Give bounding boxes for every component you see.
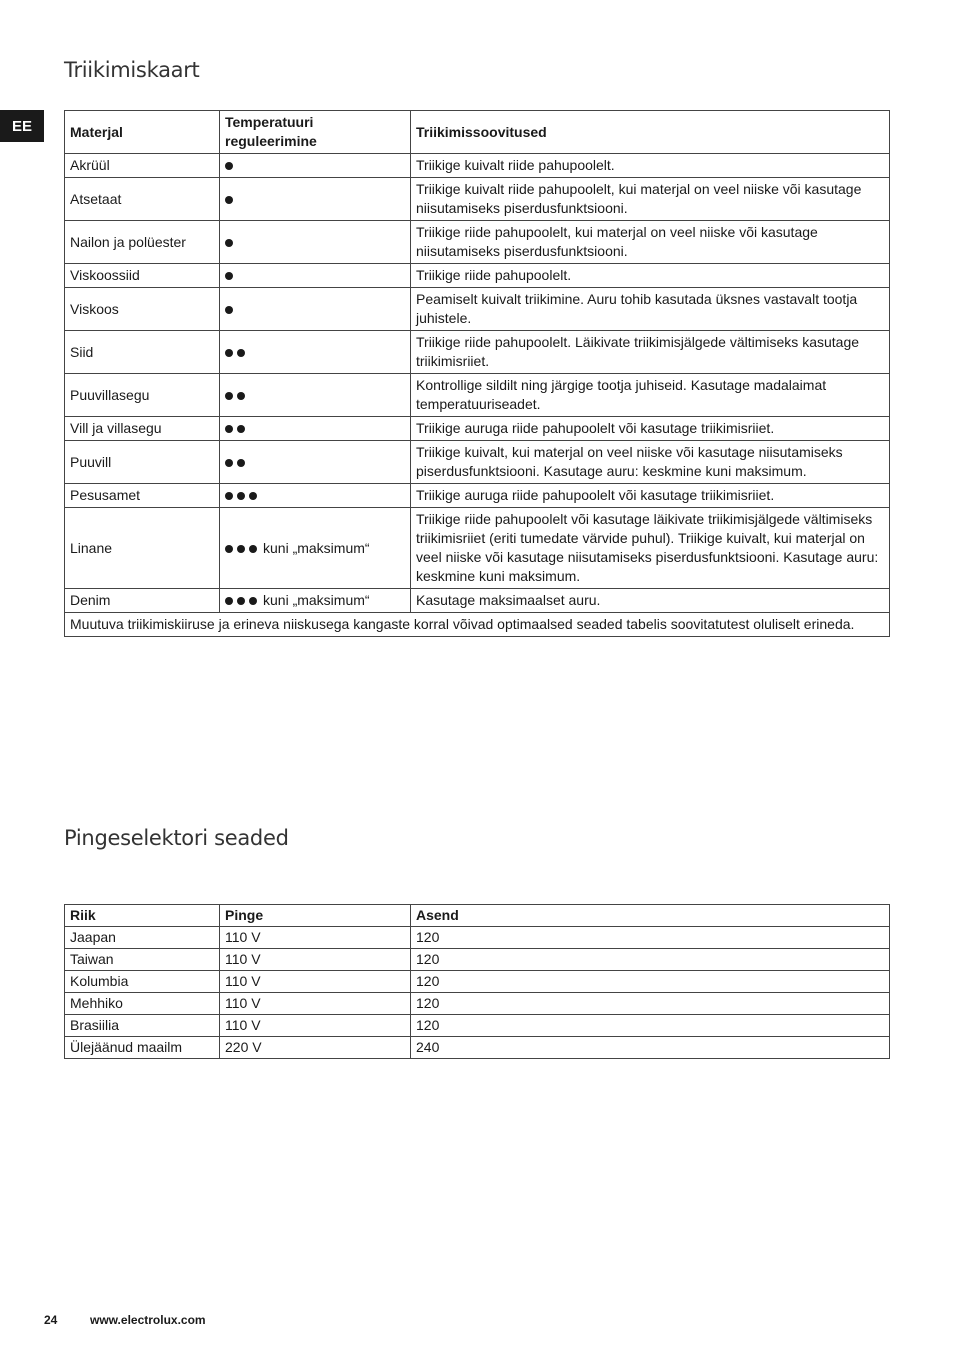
temperature-dot-icon: [225, 196, 233, 204]
temperature-dot-icon: [249, 492, 257, 500]
temperature-dot-icon: [237, 492, 245, 500]
position-cell: 120: [411, 949, 890, 971]
material-cell: Puuvill: [65, 441, 220, 484]
advice-cell: Triikige kuivalt riide pahupoolelt, kui materjal on veel niiske või kasutage niisutamiseks piserdusfunktsiooni.: [411, 178, 890, 221]
table-row: [65, 589, 890, 613]
header-country: Riik: [65, 905, 220, 927]
temperature-dot-icon: [249, 545, 257, 553]
table-row: [65, 927, 890, 949]
header-advice: Triikimissoovitused: [411, 111, 890, 154]
voltage-table: [64, 904, 890, 1059]
table-row: [65, 949, 890, 971]
table-row: [65, 1015, 890, 1037]
advice-cell: Triikige kuivalt riide pahupoolelt.: [411, 154, 890, 178]
table-row: [65, 264, 890, 288]
position-cell: 120: [411, 927, 890, 949]
temperature-cell: [220, 154, 411, 178]
temperature-suffix: kuni „maksimum“: [263, 592, 370, 608]
table-row: [65, 154, 890, 178]
advice-cell: Triikige riide pahupoolelt. Läikivate triikimisjälgede vältimiseks kasutage triikimisriiet.: [411, 331, 890, 374]
temperature-cell: [220, 508, 411, 589]
material-cell: Vill ja villasegu: [65, 417, 220, 441]
temperature-dot-icon: [225, 425, 233, 433]
header-voltage: Pinge: [220, 905, 411, 927]
material-cell: Nailon ja polüester: [65, 221, 220, 264]
temperature-cell: [220, 589, 411, 613]
table-row: [65, 178, 890, 221]
table-row: [65, 374, 890, 417]
material-cell: Denim: [65, 589, 220, 613]
table-row: [65, 441, 890, 484]
table-row: [65, 971, 890, 993]
material-cell: Viskoossiid: [65, 264, 220, 288]
temperature-dot-icon: [225, 392, 233, 400]
position-cell: 240: [411, 1037, 890, 1059]
advice-cell: Triikige riide pahupoolelt või kasutage läikivate triikimisjälgede vältimiseks triikimisriiet (eriti tumedate värvide puhul). Triikige kuivalt, kui materjal on veel niiske või kasutage niisutamiseks piserdusfunktsiooni. Kasutage auru: keskmine kuni maksimum.: [411, 508, 890, 589]
position-cell: 120: [411, 993, 890, 1015]
temperature-dot-icon: [225, 272, 233, 280]
country-cell: Ülejäänud maailm: [65, 1037, 220, 1059]
table-header-row: [65, 111, 890, 154]
advice-cell: Triikige auruga riide pahupoolelt või kasutage triikimisriiet.: [411, 484, 890, 508]
table-row: [65, 221, 890, 264]
header-material: Materjal: [65, 111, 220, 154]
table-note-row: [65, 613, 890, 637]
position-cell: 120: [411, 1015, 890, 1037]
country-cell: Jaapan: [65, 927, 220, 949]
advice-cell: Triikige kuivalt, kui materjal on veel niiske või kasutage niisutamiseks piserdusfunktsiooni. Kasutage auru: keskmine kuni maksimum.: [411, 441, 890, 484]
section-title-voltage: Pingeselektori seaded: [64, 826, 289, 851]
material-cell: Viskoos: [65, 288, 220, 331]
material-cell: Siid: [65, 331, 220, 374]
temperature-cell: [220, 441, 411, 484]
temperature-dot-icon: [237, 597, 245, 605]
temperature-dot-icon: [225, 545, 233, 553]
table-row: [65, 417, 890, 441]
temperature-cell: [220, 417, 411, 441]
advice-cell: Triikige riide pahupoolelt.: [411, 264, 890, 288]
table-row: [65, 331, 890, 374]
position-cell: 120: [411, 971, 890, 993]
temperature-cell: [220, 331, 411, 374]
language-tab: EE: [0, 110, 44, 142]
table-row: [65, 484, 890, 508]
table-row: [65, 993, 890, 1015]
temperature-dot-icon: [249, 597, 257, 605]
country-cell: Taiwan: [65, 949, 220, 971]
temperature-cell: [220, 264, 411, 288]
voltage-cell: 110 V: [220, 1015, 411, 1037]
table-row: [65, 1037, 890, 1059]
advice-cell: Kontrollige sildilt ning järgige tootja juhiseid. Kasutage madalaimat temperatuuriseadet.: [411, 374, 890, 417]
temperature-dot-icon: [225, 459, 233, 467]
voltage-cell: 110 V: [220, 949, 411, 971]
country-cell: Kolumbia: [65, 971, 220, 993]
advice-cell: Kasutage maksimaalset auru.: [411, 589, 890, 613]
advice-cell: Triikige riide pahupoolelt, kui materjal on veel niiske või kasutage niisutamiseks piserdusfunktsiooni.: [411, 221, 890, 264]
temperature-dot-icon: [225, 349, 233, 357]
material-cell: Atsetaat: [65, 178, 220, 221]
table-header-row: [65, 905, 890, 927]
voltage-cell: 110 V: [220, 971, 411, 993]
advice-cell: Triikige auruga riide pahupoolelt või kasutage triikimisriiet.: [411, 417, 890, 441]
voltage-cell: 110 V: [220, 993, 411, 1015]
header-temperature: Temperatuuri reguleerimine: [220, 111, 411, 154]
temperature-dot-icon: [237, 545, 245, 553]
temperature-cell: [220, 484, 411, 508]
website-link: www.electrolux.com: [90, 1313, 206, 1327]
country-cell: Mehhiko: [65, 993, 220, 1015]
temperature-dot-icon: [225, 597, 233, 605]
section-title-ironing: Triikimiskaart: [64, 58, 200, 83]
temperature-dot-icon: [225, 306, 233, 314]
country-cell: Brasiilia: [65, 1015, 220, 1037]
temperature-cell: [220, 221, 411, 264]
temperature-dot-icon: [237, 459, 245, 467]
voltage-cell: 110 V: [220, 927, 411, 949]
page-number: 24: [44, 1313, 58, 1327]
temperature-suffix: kuni „maksimum“: [263, 539, 370, 556]
temperature-dot-icon: [237, 349, 245, 357]
material-cell: Pesusamet: [65, 484, 220, 508]
material-cell: Akrüül: [65, 154, 220, 178]
voltage-cell: 220 V: [220, 1037, 411, 1059]
temperature-dot-icon: [225, 162, 233, 170]
table-row: [65, 508, 890, 589]
temperature-dot-icon: [225, 239, 233, 247]
material-cell: Puuvillasegu: [65, 374, 220, 417]
temperature-dot-icon: [225, 492, 233, 500]
table-note: Muutuva triikimiskiiruse ja erineva niiskusega kangaste korral võivad optimaalsed seaded tabelis soovitatutest oluliselt erineda.: [65, 613, 890, 637]
temperature-dot-icon: [237, 425, 245, 433]
ironing-table: [64, 110, 890, 637]
temperature-dot-icon: [237, 392, 245, 400]
header-position: Asend: [411, 905, 890, 927]
material-cell: Linane: [65, 508, 220, 589]
temperature-cell: [220, 288, 411, 331]
temperature-cell: [220, 374, 411, 417]
temperature-cell: [220, 178, 411, 221]
advice-cell: Peamiselt kuivalt triikimine. Auru tohib kasutada üksnes vastavalt tootja juhistele.: [411, 288, 890, 331]
table-row: [65, 288, 890, 331]
